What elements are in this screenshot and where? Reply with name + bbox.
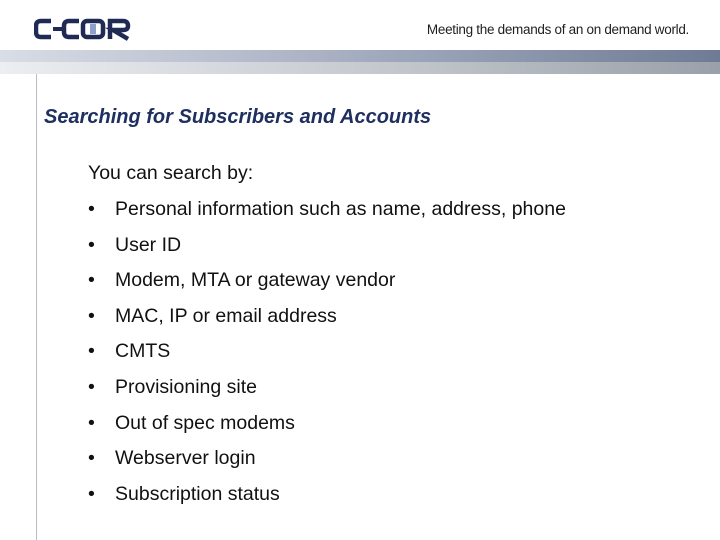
search-criteria-list <box>88 197 566 517</box>
intro-text: You can search by: <box>88 162 254 184</box>
header-gradient-band <box>0 50 720 74</box>
header-tagline: Meeting the demands of an on demand world. <box>426 22 689 37</box>
list-item-text: Subscription status <box>115 482 280 505</box>
bullet-icon: • <box>88 482 95 505</box>
list-item-text: User ID <box>115 233 182 256</box>
slide-title: Searching for Subscribers and Accounts <box>44 106 432 128</box>
left-divider-line <box>36 74 37 540</box>
list-item <box>88 446 566 482</box>
c-cor-logo <box>34 16 144 42</box>
bullet-icon: • <box>88 340 95 363</box>
list-item <box>88 339 566 375</box>
list-item-text: MAC, IP or email address <box>115 304 337 327</box>
list-item <box>88 304 566 340</box>
list-item <box>88 375 566 411</box>
band-lower-stripe <box>0 62 720 74</box>
list-item <box>88 233 566 269</box>
band-upper-stripe <box>0 50 720 62</box>
list-item <box>88 482 566 518</box>
bullet-icon: • <box>88 375 95 398</box>
list-item-text: Personal information such as name, address, phone <box>115 198 566 220</box>
bullet-icon: • <box>88 411 95 434</box>
list-item-text: Modem, MTA or gateway vendor <box>115 269 396 292</box>
list-item-text: Out of spec modems <box>115 411 295 434</box>
bullet-icon: • <box>88 233 95 256</box>
bullet-icon: • <box>88 269 95 292</box>
list-item <box>88 411 566 447</box>
bullet-icon: • <box>88 304 95 327</box>
bullet-icon: • <box>88 198 95 220</box>
list-item-text: Webserver login <box>115 447 256 470</box>
list-item <box>88 268 566 304</box>
list-item <box>88 197 566 233</box>
bullet-icon: • <box>88 447 95 470</box>
list-item-text: CMTS <box>115 340 171 363</box>
list-item-text: Provisioning site <box>115 375 257 398</box>
